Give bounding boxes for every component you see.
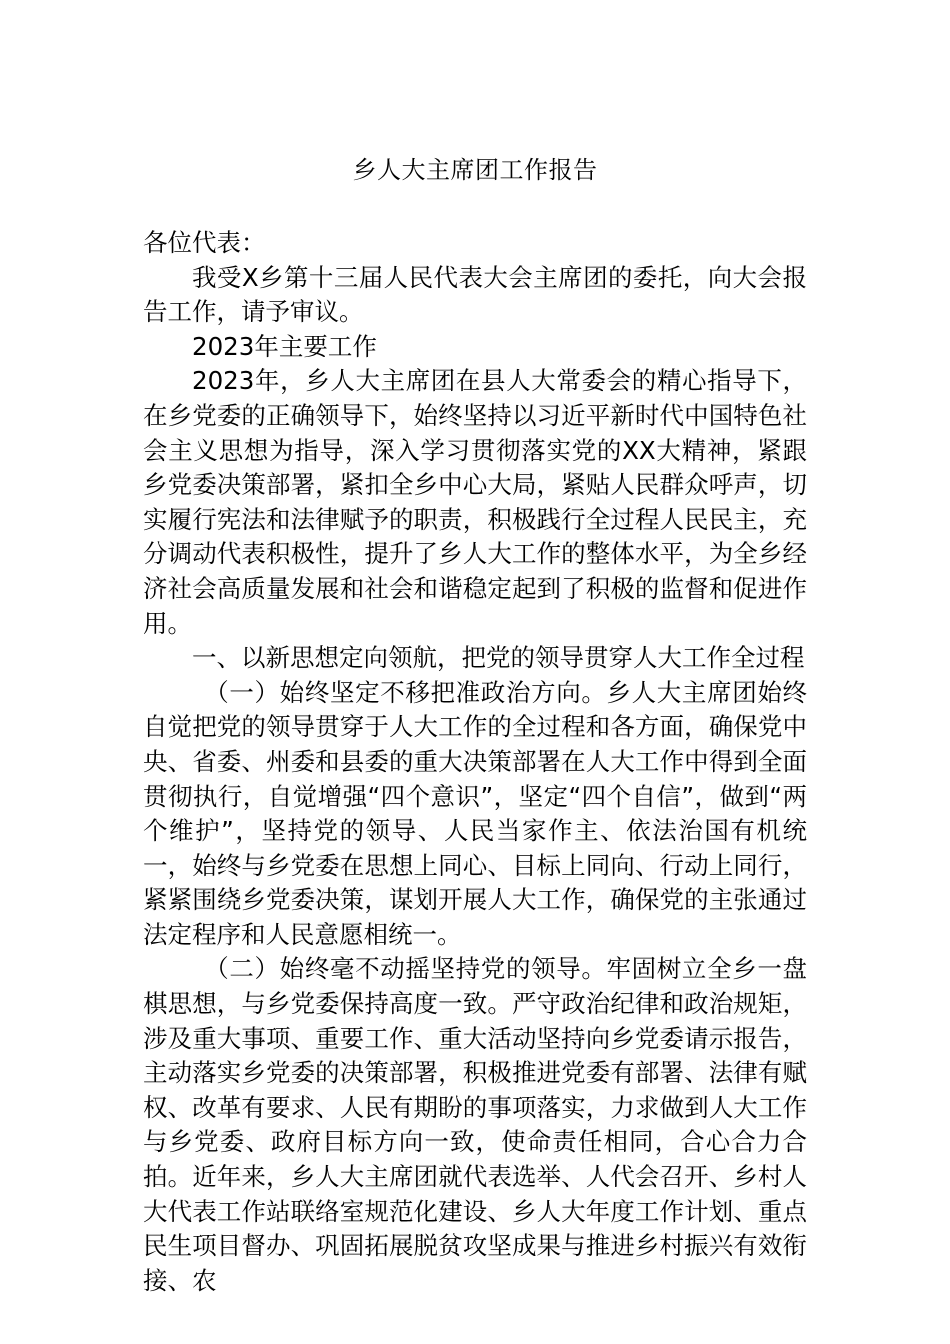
section-heading-1: 一、以新思想定向领航，把党的领导贯穿人大工作全过程 xyxy=(192,643,805,673)
paragraph-subsection-2: （二）始终毫不动摇坚持党的领导。牢固树立全乡一盘棋思想，与乡党委保持高度一致。严守政治纪律和政治规矩，涉及重大事项、重要工作、重大活动坚持向乡党委请示报告，主动落实乡党委的决策部署，积极推进党委有部署、法律有赋权、改革有要求、人民有期盼的事项落实，力求做到人大工作与乡党委、政府目标方向一致，使命责任相同，合心合力合拍。近年来，乡人大主席团就代表选举、人代会召开、乡村人大代表工作站联络室规范化建设、乡人大年度工作计划、重点民生项目督办、巩固拓展脱贫攻坚成果与推进乡村振兴有效衔接、农 xyxy=(143,954,807,1295)
document-title: 乡人大主席团工作报告 xyxy=(352,156,598,184)
paragraph-summary: 2023年，乡人大主席团在县人大常委会的精心指导下，在乡党委的正确领导下，始终坚持以习近平新时代中国特色社会主义思想为指导，深入学习贯彻落实党的XX大精神，紧跟乡党委决策部署，紧扣全乡中心大局，紧贴人民群众呼声，切实履行宪法和法律赋予的职责，积极践行全过程人民民主，充分调动代表积极性，提升了乡人大工作的整体水平，为全乡经济社会高质量发展和社会和谐稳定起到了积极的监督和促进作用。 xyxy=(143,366,807,638)
section-heading-2023: 2023年主要工作 xyxy=(192,331,377,361)
document-body xyxy=(143,226,807,1298)
salutation: 各位代表： xyxy=(143,228,266,257)
paragraph-subsection-1: （一）始终坚定不移把准政治方向。乡人大主席团始终自觉把党的领导贯穿于人大工作的全过程和各方面，确保党中央、省委、州委和县委的重大决策部署在人大工作中得到全面贯彻执行，自觉增强“四个意识”，坚定“四个自信”，做到“两个维护”，坚持党的领导、人民当家作主、依法治国有机统一，始终与乡党委在思想上同心、目标上同向、行动上同行，紧紧围绕乡党委决策，谋划开展人大工作，确保党的主张通过法定程序和人民意愿相统一。 xyxy=(143,677,807,949)
paragraph-intro: 我受X乡第十三届人民代表大会主席团的委托，向大会报告工作，请予审议。 xyxy=(143,262,807,327)
